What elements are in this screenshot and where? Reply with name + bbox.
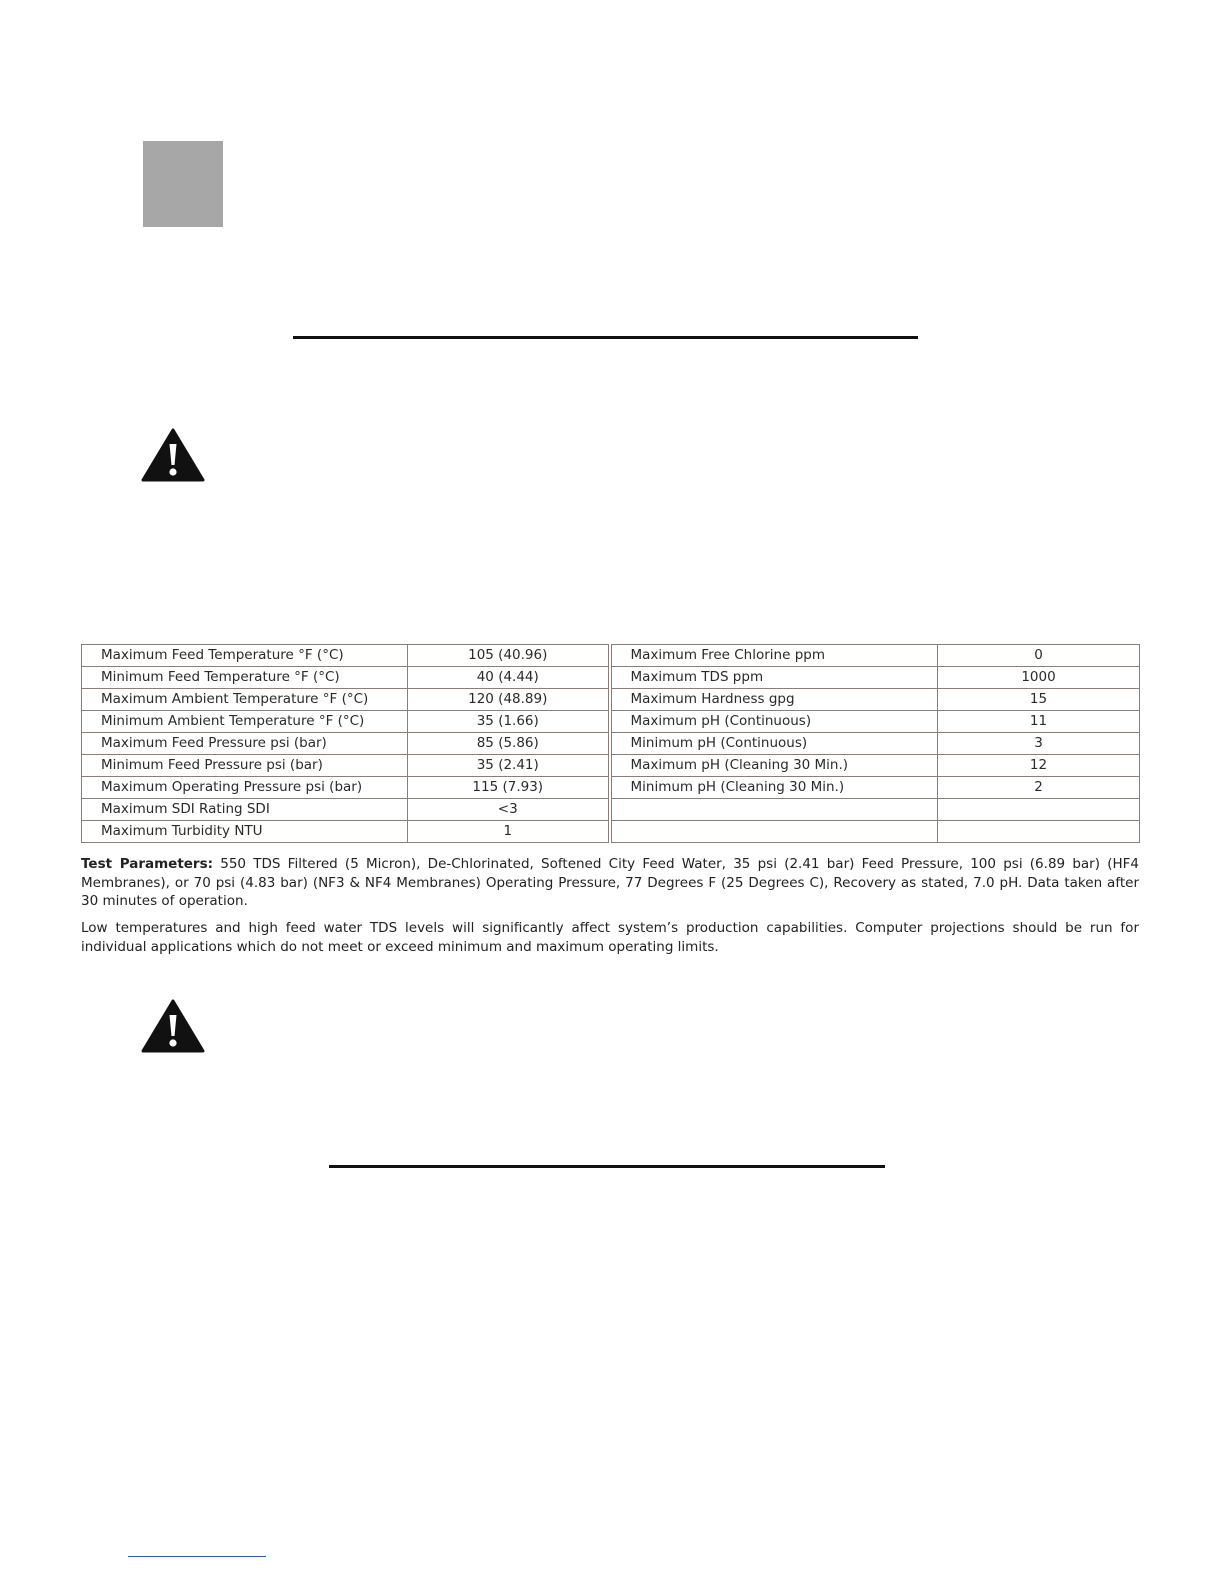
right-label-cell: Maximum pH (Cleaning 30 Min.) <box>610 755 938 777</box>
left-value-cell: 85 (5.86) <box>408 733 610 755</box>
right-value-cell: 15 <box>938 689 1140 711</box>
test-parameters-paragraph <box>81 855 1139 911</box>
operating-limits-note: Low temperatures and high feed water TDS levels will significantly affect system’s production capabilities. Computer projections should be run for individual applications which do not meet or exceed minimum and maximum operating limits. <box>81 920 1139 955</box>
table-row <box>82 777 1140 799</box>
table-row <box>82 733 1140 755</box>
left-label-cell: Minimum Feed Pressure psi (bar) <box>82 755 408 777</box>
table-row <box>82 689 1140 711</box>
right-value-cell: 3 <box>938 733 1140 755</box>
left-label-cell: Maximum Turbidity NTU <box>82 821 408 843</box>
right-label-cell: Maximum TDS ppm <box>610 667 938 689</box>
left-value-cell: 35 (2.41) <box>408 755 610 777</box>
right-label-cell: Maximum Hardness gpg <box>610 689 938 711</box>
warning-icon <box>141 998 205 1054</box>
left-value-cell: 120 (48.89) <box>408 689 610 711</box>
right-value-cell: 1000 <box>938 667 1140 689</box>
warning-icon <box>141 427 205 483</box>
footer-link-underline[interactable] <box>128 1556 266 1557</box>
left-label-cell: Maximum SDI Rating SDI <box>82 799 408 821</box>
left-label-cell: Maximum Feed Temperature °F (°C) <box>82 645 408 667</box>
table-row <box>82 799 1140 821</box>
left-value-cell: <3 <box>408 799 610 821</box>
left-label-cell: Minimum Ambient Temperature °F (°C) <box>82 711 408 733</box>
left-label-cell: Maximum Operating Pressure psi (bar) <box>82 777 408 799</box>
table-row <box>82 645 1140 667</box>
table-row <box>82 755 1140 777</box>
left-label-cell: Minimum Feed Temperature °F (°C) <box>82 667 408 689</box>
left-value-cell: 105 (40.96) <box>408 645 610 667</box>
table-row <box>82 821 1140 843</box>
operating-limits-table <box>81 644 1140 843</box>
test-parameters-text: 550 TDS Filtered (5 Micron), De-Chlorinated, Softened City Feed Water, 35 psi (2.41 bar) Feed Pressure, 100 psi (6.89 bar) (HF4 Membranes), or 70 psi (4.83 bar) (NF3 & NF4 Membranes) Operating Pressure, 77 Degrees F (25 Degrees C), Recovery as stated, 7.0 pH. Data taken after 30 minutes of operation. <box>81 856 1140 909</box>
right-value-cell <box>938 799 1140 821</box>
left-value-cell: 115 (7.93) <box>408 777 610 799</box>
right-value-cell: 12 <box>938 755 1140 777</box>
right-label-cell: Maximum pH (Continuous) <box>610 711 938 733</box>
left-value-cell: 40 (4.44) <box>408 667 610 689</box>
right-label-cell <box>610 799 938 821</box>
right-label-cell: Maximum Free Chlorine ppm <box>610 645 938 667</box>
table-row <box>82 667 1140 689</box>
left-label-cell: Maximum Ambient Temperature °F (°C) <box>82 689 408 711</box>
test-parameters-label: Test Parameters: <box>81 856 214 872</box>
gray-placeholder-block <box>143 141 223 227</box>
right-label-cell: Minimum pH (Cleaning 30 Min.) <box>610 777 938 799</box>
right-value-cell: 0 <box>938 645 1140 667</box>
left-value-cell: 1 <box>408 821 610 843</box>
right-label-cell: Minimum pH (Continuous) <box>610 733 938 755</box>
right-label-cell <box>610 821 938 843</box>
right-value-cell: 2 <box>938 777 1140 799</box>
table-row <box>82 711 1140 733</box>
left-label-cell: Maximum Feed Pressure psi (bar) <box>82 733 408 755</box>
section-rule-bottom <box>329 1165 885 1168</box>
left-value-cell: 35 (1.66) <box>408 711 610 733</box>
right-value-cell: 11 <box>938 711 1140 733</box>
right-value-cell <box>938 821 1140 843</box>
section-rule-top <box>293 336 918 339</box>
